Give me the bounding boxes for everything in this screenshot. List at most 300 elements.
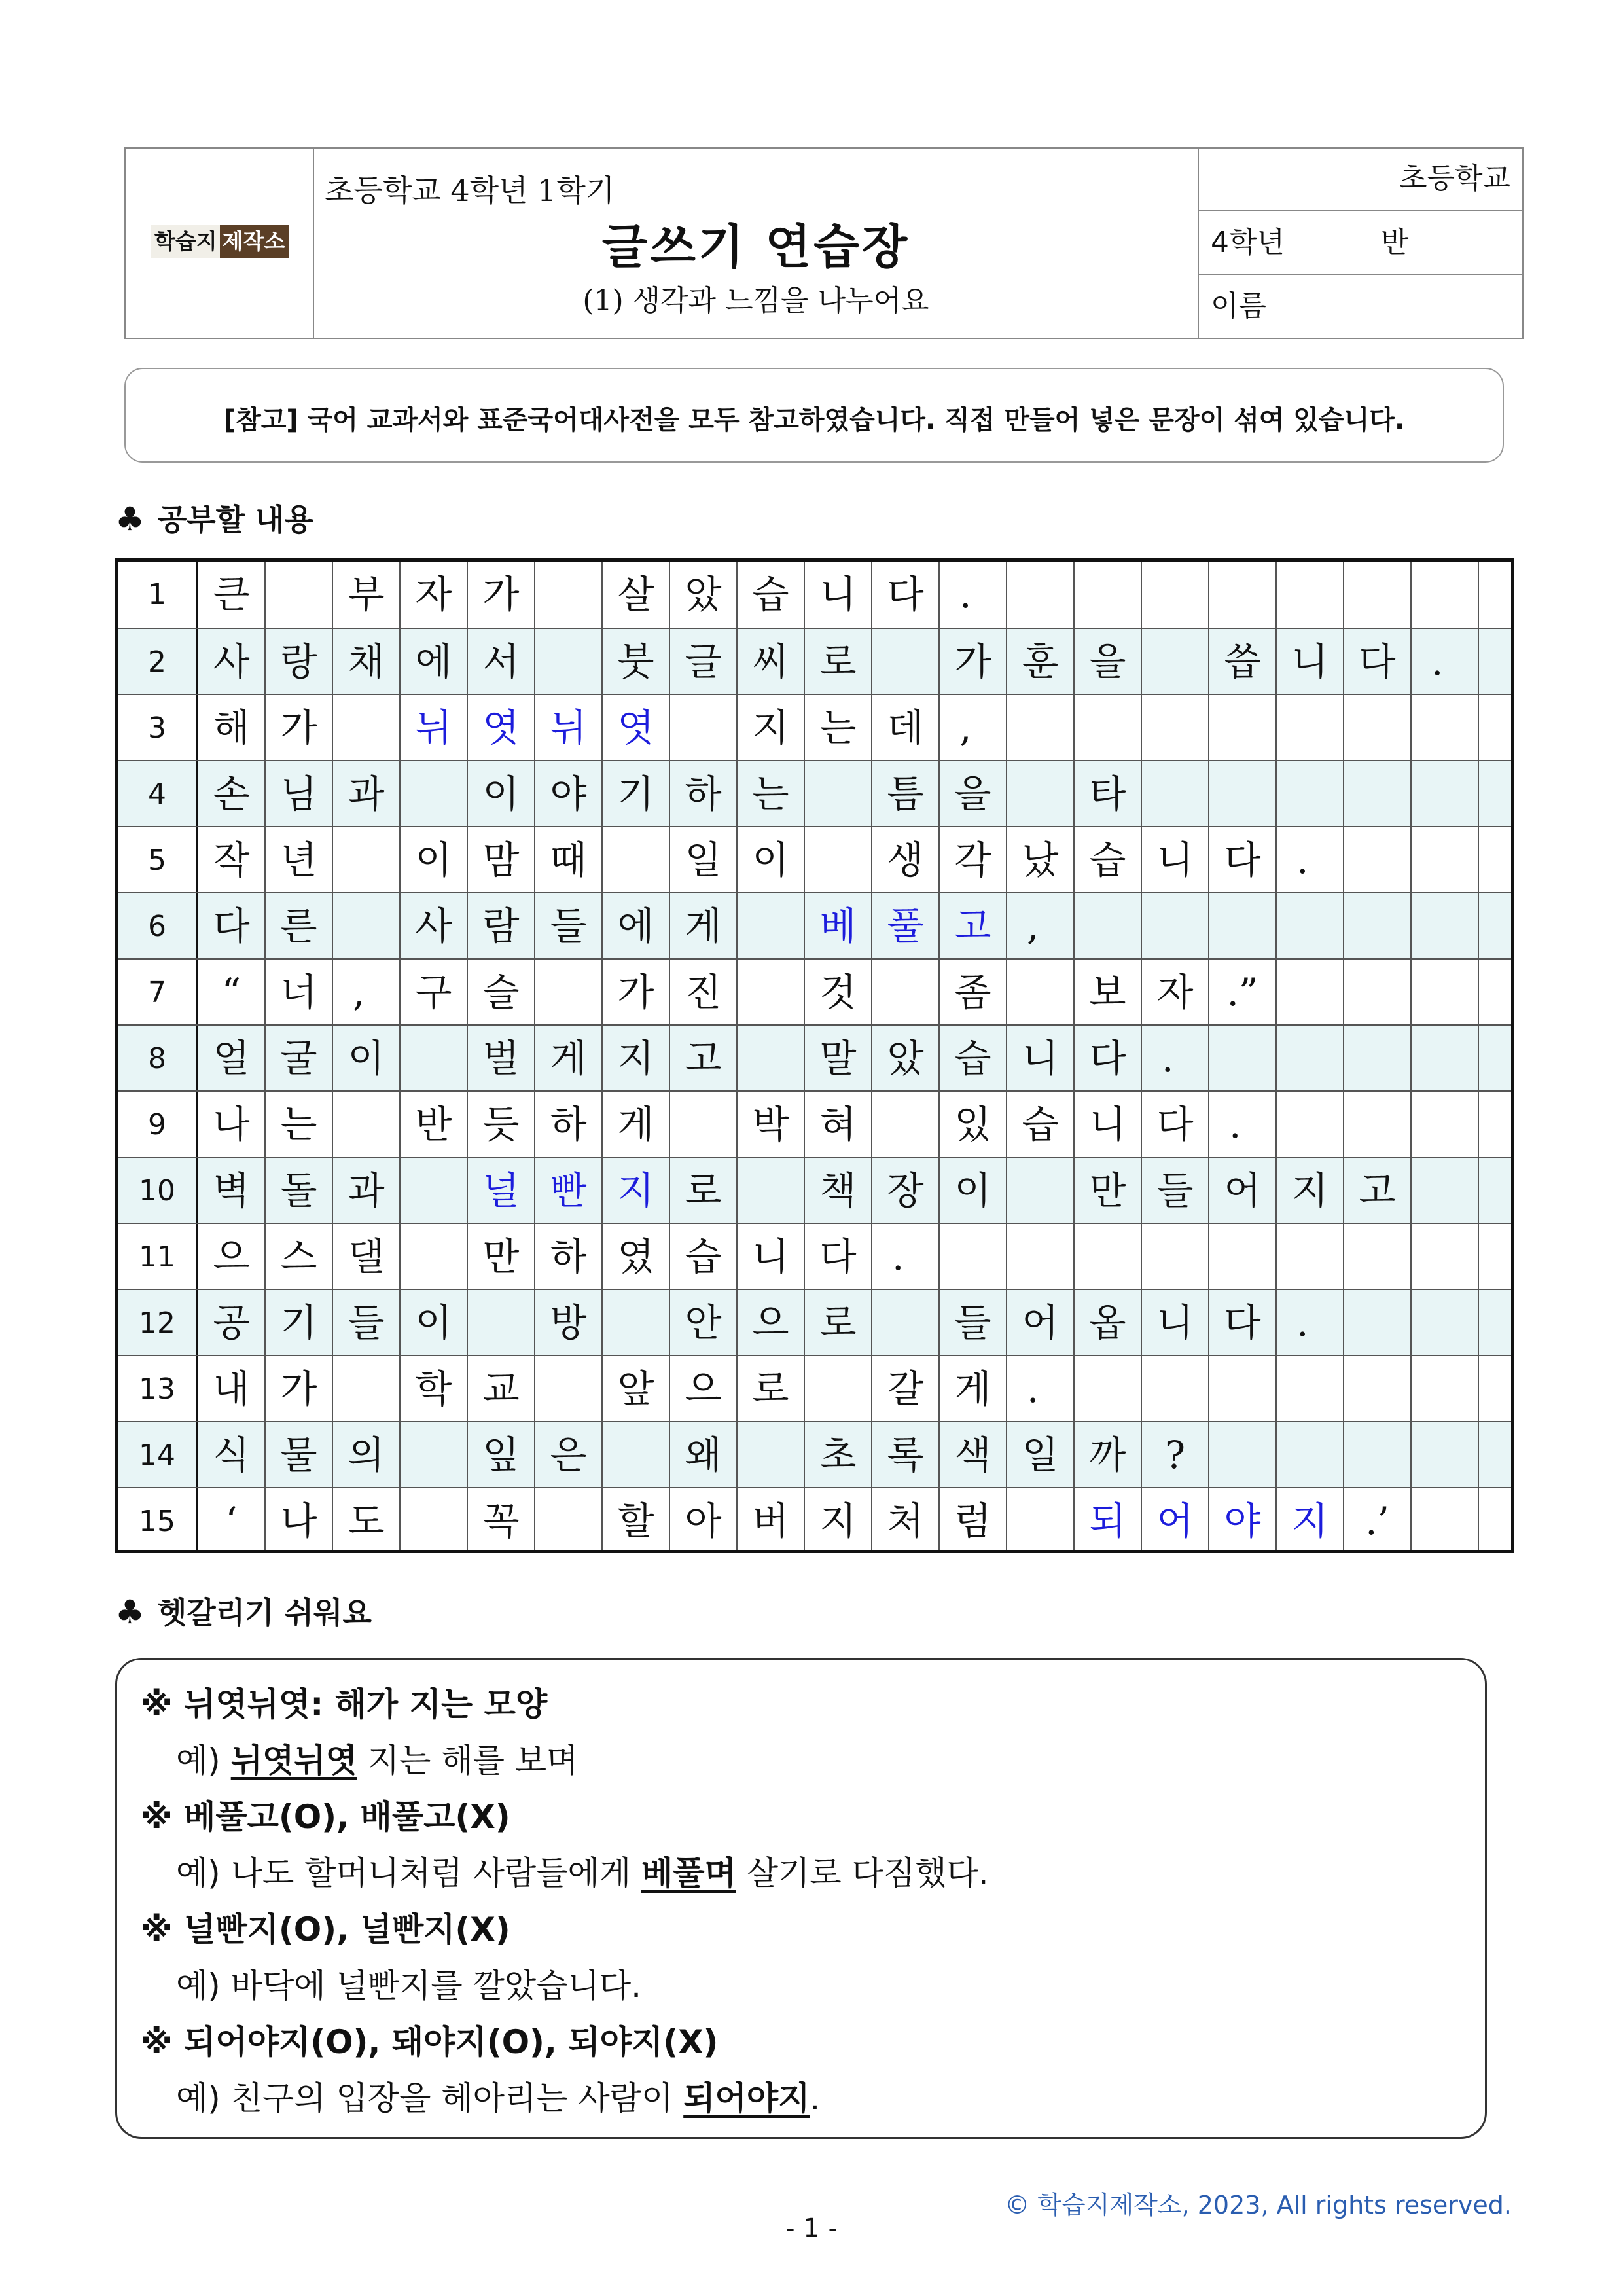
grid-cell[interactable] bbox=[1344, 1092, 1412, 1158]
grid-cell[interactable] bbox=[805, 1356, 872, 1422]
grid-cell[interactable]: . bbox=[1209, 1092, 1277, 1158]
grid-cell[interactable]: 할 bbox=[603, 1488, 670, 1553]
grid-cell[interactable]: 해 bbox=[198, 695, 266, 761]
grid-cell[interactable] bbox=[1344, 761, 1412, 827]
grid-cell[interactable]: . bbox=[1142, 1026, 1209, 1092]
grid-cell[interactable] bbox=[1142, 629, 1209, 695]
grid-cell[interactable]: 것 bbox=[805, 960, 872, 1026]
grid-cell[interactable]: . bbox=[940, 562, 1007, 628]
grid-cell[interactable]: 틈 bbox=[872, 761, 940, 827]
grid-cell[interactable]: 야 bbox=[1209, 1488, 1277, 1553]
grid-cell[interactable]: 사 bbox=[198, 629, 266, 695]
grid-cell[interactable] bbox=[1344, 562, 1412, 628]
grid-cell[interactable]: 방 bbox=[535, 1290, 603, 1356]
grid-cell[interactable] bbox=[1142, 562, 1209, 628]
grid-cell[interactable]: 장 bbox=[872, 1158, 940, 1224]
grid-cell[interactable] bbox=[1277, 1224, 1344, 1290]
grid-cell[interactable] bbox=[266, 562, 333, 628]
grid-cell[interactable] bbox=[1075, 1224, 1142, 1290]
grid-cell[interactable]: 살 bbox=[603, 562, 670, 628]
grid-cell[interactable]: 아 bbox=[670, 1488, 738, 1553]
grid-cell[interactable]: 니 bbox=[1142, 827, 1209, 893]
grid-cell[interactable]: 니 bbox=[1007, 1026, 1075, 1092]
grid-cell[interactable]: 습 bbox=[940, 1026, 1007, 1092]
grid-cell[interactable]: 엿 bbox=[468, 695, 535, 761]
grid-cell[interactable]: 색 bbox=[940, 1422, 1007, 1488]
grid-cell[interactable]: 일 bbox=[670, 827, 738, 893]
grid-cell[interactable]: 말 bbox=[805, 1026, 872, 1092]
grid-cell[interactable]: 책 bbox=[805, 1158, 872, 1224]
grid-cell[interactable]: ? bbox=[1142, 1422, 1209, 1488]
grid-cell[interactable]: 생 bbox=[872, 827, 940, 893]
grid-cell[interactable]: 였 bbox=[603, 1224, 670, 1290]
grid-cell[interactable]: 베 bbox=[805, 893, 872, 960]
grid-cell[interactable]: 도 bbox=[333, 1488, 401, 1553]
grid-cell[interactable]: 년 bbox=[266, 827, 333, 893]
grid-cell[interactable] bbox=[1277, 1026, 1344, 1092]
grid-cell[interactable]: 기 bbox=[603, 761, 670, 827]
grid-cell[interactable] bbox=[1344, 695, 1412, 761]
grid-cell[interactable]: 다 bbox=[1209, 827, 1277, 893]
grid-cell[interactable]: 으 bbox=[198, 1224, 266, 1290]
grid-cell[interactable]: 났 bbox=[1007, 827, 1075, 893]
grid-cell[interactable] bbox=[1209, 1224, 1277, 1290]
grid-cell[interactable] bbox=[1007, 562, 1075, 628]
grid-cell[interactable]: 교 bbox=[468, 1356, 535, 1422]
grid-cell[interactable]: 이 bbox=[401, 1290, 468, 1356]
grid-cell[interactable] bbox=[1344, 1356, 1412, 1422]
grid-cell[interactable]: “ bbox=[198, 960, 266, 1026]
grid-cell[interactable] bbox=[1412, 1092, 1479, 1158]
grid-cell[interactable] bbox=[1277, 893, 1344, 960]
grid-cell[interactable]: 사 bbox=[401, 893, 468, 960]
grid-cell[interactable]: 씨 bbox=[738, 629, 805, 695]
grid-cell[interactable] bbox=[1277, 1422, 1344, 1488]
grid-cell[interactable]: 로 bbox=[805, 1290, 872, 1356]
grid-cell[interactable]: 보 bbox=[1075, 960, 1142, 1026]
grid-cell[interactable]: 공 bbox=[198, 1290, 266, 1356]
grid-cell[interactable]: 하 bbox=[670, 761, 738, 827]
grid-cell[interactable]: 얼 bbox=[198, 1026, 266, 1092]
grid-cell[interactable]: 자 bbox=[401, 562, 468, 628]
grid-cell[interactable] bbox=[1344, 1026, 1412, 1092]
grid-cell[interactable] bbox=[1209, 893, 1277, 960]
school-field[interactable] bbox=[1199, 149, 1522, 211]
grid-cell[interactable]: 고 bbox=[940, 893, 1007, 960]
grid-cell[interactable] bbox=[1209, 562, 1277, 628]
grid-cell[interactable]: 안 bbox=[670, 1290, 738, 1356]
row-number: 11 bbox=[118, 1224, 198, 1290]
grid-cell[interactable]: 지 bbox=[805, 1488, 872, 1553]
grid-cell[interactable]: 로 bbox=[738, 1356, 805, 1422]
grid-cell[interactable]: 벽 bbox=[198, 1158, 266, 1224]
grid-cell[interactable] bbox=[738, 1422, 805, 1488]
grid-cell[interactable]: , bbox=[1007, 893, 1075, 960]
grid-cell[interactable]: 게 bbox=[670, 893, 738, 960]
grid-cell[interactable]: . bbox=[1277, 827, 1344, 893]
grid-cell[interactable]: 다 bbox=[805, 1224, 872, 1290]
grid-cell[interactable] bbox=[1007, 1224, 1075, 1290]
grid-cell[interactable]: 옵 bbox=[1075, 1290, 1142, 1356]
grid-cell[interactable]: 의 bbox=[333, 1422, 401, 1488]
grid-cell[interactable]: 습 bbox=[738, 562, 805, 628]
grid-cell[interactable] bbox=[1209, 1026, 1277, 1092]
grid-cell[interactable]: 꼭 bbox=[468, 1488, 535, 1553]
grid-cell[interactable] bbox=[738, 1026, 805, 1092]
grid-cell[interactable] bbox=[603, 827, 670, 893]
grid-cell[interactable]: 구 bbox=[401, 960, 468, 1026]
grid-cell[interactable]: 서 bbox=[468, 629, 535, 695]
grid-cell[interactable] bbox=[535, 1356, 603, 1422]
grid-cell[interactable]: 이 bbox=[738, 827, 805, 893]
grid-cell[interactable]: 습 bbox=[670, 1224, 738, 1290]
grid-cell[interactable] bbox=[1142, 761, 1209, 827]
grid-cell[interactable]: 야 bbox=[535, 761, 603, 827]
grid-cell[interactable] bbox=[603, 1290, 670, 1356]
grid-cell[interactable]: 고 bbox=[670, 1026, 738, 1092]
grid-cell[interactable] bbox=[1007, 761, 1075, 827]
grid-cell[interactable] bbox=[468, 1290, 535, 1356]
grid-cell[interactable]: 갈 bbox=[872, 1356, 940, 1422]
grid-cell[interactable]: 다 bbox=[1344, 629, 1412, 695]
grid-cell[interactable]: 다 bbox=[1209, 1290, 1277, 1356]
grid-cell[interactable]: 초 bbox=[805, 1422, 872, 1488]
grid-cell[interactable]: 니 bbox=[805, 562, 872, 628]
grid-cell[interactable]: 이 bbox=[940, 1158, 1007, 1224]
grid-cell[interactable]: , bbox=[333, 960, 401, 1026]
grid-cell[interactable]: 듯 bbox=[468, 1092, 535, 1158]
grid-cell[interactable] bbox=[401, 1488, 468, 1553]
grid-cell[interactable] bbox=[1412, 761, 1479, 827]
grid-cell[interactable]: 있 bbox=[940, 1092, 1007, 1158]
grid-cell[interactable]: 았 bbox=[872, 1026, 940, 1092]
grid-cell[interactable] bbox=[1412, 1026, 1479, 1092]
grid-cell[interactable]: 뉘 bbox=[535, 695, 603, 761]
grid-cell[interactable]: 가 bbox=[940, 629, 1007, 695]
grid-cell[interactable] bbox=[401, 1026, 468, 1092]
grid-cell[interactable]: 지 bbox=[1277, 1488, 1344, 1553]
grid-cell[interactable] bbox=[1007, 960, 1075, 1026]
grid-cell[interactable] bbox=[1344, 827, 1412, 893]
grid-cell[interactable]: 왜 bbox=[670, 1422, 738, 1488]
grid-cell[interactable]: 학 bbox=[401, 1356, 468, 1422]
grid-cell[interactable]: 가 bbox=[266, 1356, 333, 1422]
grid-cell[interactable]: 너 bbox=[266, 960, 333, 1026]
grid-cell[interactable] bbox=[333, 695, 401, 761]
grid-cell[interactable]: ‘ bbox=[198, 1488, 266, 1553]
class-field[interactable] bbox=[1199, 211, 1522, 275]
grid-cell[interactable] bbox=[401, 761, 468, 827]
grid-cell[interactable]: 이 bbox=[401, 827, 468, 893]
page-subtitle: (1) 생각과 느낌을 나누어요 bbox=[582, 284, 929, 317]
grid-cell[interactable]: 을 bbox=[940, 761, 1007, 827]
grid-cell[interactable]: 고 bbox=[1344, 1158, 1412, 1224]
grid-cell[interactable] bbox=[872, 1290, 940, 1356]
grid-cell[interactable]: 잎 bbox=[468, 1422, 535, 1488]
grid-cell[interactable]: 앞 bbox=[603, 1356, 670, 1422]
grid-cell[interactable] bbox=[1412, 1422, 1479, 1488]
grid-cell[interactable]: 니 bbox=[738, 1224, 805, 1290]
grid-cell[interactable]: 지 bbox=[738, 695, 805, 761]
grid-cell[interactable] bbox=[1344, 1290, 1412, 1356]
grid-cell[interactable]: 돌 bbox=[266, 1158, 333, 1224]
grid-cell[interactable]: 빤 bbox=[535, 1158, 603, 1224]
grid-cell[interactable]: 가 bbox=[468, 562, 535, 628]
grid-cell[interactable] bbox=[738, 1158, 805, 1224]
grid-cell[interactable] bbox=[333, 1092, 401, 1158]
grid-cell[interactable] bbox=[1344, 893, 1412, 960]
grid-cell[interactable]: 글 bbox=[670, 629, 738, 695]
grid-cell[interactable]: 반 bbox=[401, 1092, 468, 1158]
grid-cell[interactable]: 나 bbox=[198, 1092, 266, 1158]
grid-cell[interactable]: 지 bbox=[1277, 1158, 1344, 1224]
grid-cell[interactable] bbox=[1412, 893, 1479, 960]
row-number: 6 bbox=[118, 893, 198, 960]
grid-cell[interactable]: 님 bbox=[266, 761, 333, 827]
grid-cell[interactable] bbox=[805, 827, 872, 893]
grid-cell[interactable]: 버 bbox=[738, 1488, 805, 1553]
grid-cell[interactable]: 나 bbox=[266, 1488, 333, 1553]
confusing-item-2-head: ※ 베풀고(O), 배풀고(X) bbox=[141, 1798, 510, 1836]
grid-cell[interactable]: 일 bbox=[1007, 1422, 1075, 1488]
grid-cell[interactable]: 스 bbox=[266, 1224, 333, 1290]
grid-cell[interactable]: 록 bbox=[872, 1422, 940, 1488]
grid-cell[interactable] bbox=[401, 1422, 468, 1488]
grid-cell[interactable] bbox=[535, 1488, 603, 1553]
grid-cell[interactable]: , bbox=[940, 695, 1007, 761]
grid-cell[interactable]: 내 bbox=[198, 1356, 266, 1422]
grid-cell[interactable] bbox=[1007, 1158, 1075, 1224]
grid-row bbox=[118, 1157, 1511, 1224]
grid-cell[interactable]: 은 bbox=[535, 1422, 603, 1488]
grid-cell[interactable] bbox=[1142, 695, 1209, 761]
grid-cell[interactable]: 만 bbox=[1075, 1158, 1142, 1224]
grid-cell[interactable]: 이 bbox=[333, 1026, 401, 1092]
grid-cell[interactable]: 을 bbox=[1075, 629, 1142, 695]
grid-cell[interactable]: 들 bbox=[1142, 1158, 1209, 1224]
grid-cell[interactable]: 까 bbox=[1075, 1422, 1142, 1488]
grid-cell[interactable] bbox=[738, 893, 805, 960]
grid-cell[interactable]: 습 bbox=[1007, 1092, 1075, 1158]
grid-cell[interactable] bbox=[1277, 1092, 1344, 1158]
grid-cell[interactable] bbox=[1277, 695, 1344, 761]
grid-cell[interactable]: 과 bbox=[333, 1158, 401, 1224]
grid-cell[interactable]: 맘 bbox=[468, 827, 535, 893]
grid-cell[interactable]: 풀 bbox=[872, 893, 940, 960]
grid-cell[interactable] bbox=[1277, 761, 1344, 827]
grid-cell[interactable]: 자 bbox=[1142, 960, 1209, 1026]
grid-cell[interactable]: 훈 bbox=[1007, 629, 1075, 695]
grid-cell[interactable]: 다 bbox=[872, 562, 940, 628]
grid-cell[interactable]: 붓 bbox=[603, 629, 670, 695]
grid-cell[interactable] bbox=[1209, 695, 1277, 761]
grid-cell[interactable] bbox=[1142, 1224, 1209, 1290]
grid-cell[interactable]: 어 bbox=[1209, 1158, 1277, 1224]
grid-cell[interactable] bbox=[940, 1224, 1007, 1290]
grid-cell[interactable] bbox=[1344, 1224, 1412, 1290]
grid-cell[interactable]: 되 bbox=[1075, 1488, 1142, 1553]
grid-cell[interactable]: 물 bbox=[266, 1422, 333, 1488]
grid-cell[interactable]: 손 bbox=[198, 761, 266, 827]
grid-cell[interactable]: 타 bbox=[1075, 761, 1142, 827]
grid-cell[interactable] bbox=[535, 562, 603, 628]
grid-cell[interactable]: 지 bbox=[603, 1158, 670, 1224]
grid-cell[interactable] bbox=[1209, 1356, 1277, 1422]
grid-cell[interactable]: 큰 bbox=[198, 562, 266, 628]
grid-cell[interactable]: 들 bbox=[940, 1290, 1007, 1356]
grid-cell[interactable]: 때 bbox=[535, 827, 603, 893]
grid-cell[interactable]: 다 bbox=[1142, 1092, 1209, 1158]
grid-cell[interactable]: 데 bbox=[872, 695, 940, 761]
grid-cell[interactable]: 부 bbox=[333, 562, 401, 628]
grid-cell[interactable]: 기 bbox=[266, 1290, 333, 1356]
grid-cell[interactable]: 에 bbox=[603, 893, 670, 960]
grid-cell[interactable]: 럼 bbox=[940, 1488, 1007, 1553]
grid-cell[interactable] bbox=[401, 1224, 468, 1290]
grid-cell[interactable]: .’ bbox=[1344, 1488, 1412, 1553]
grid-cell[interactable] bbox=[1412, 1224, 1479, 1290]
logo-cell bbox=[126, 149, 314, 338]
grid-cell[interactable] bbox=[872, 629, 940, 695]
grid-cell[interactable] bbox=[535, 960, 603, 1026]
grade-semester: 초등학교 4학년 1학기 bbox=[325, 173, 615, 208]
grid-cell[interactable]: 에 bbox=[401, 629, 468, 695]
grid-cell[interactable]: 어 bbox=[1007, 1290, 1075, 1356]
grid-cell[interactable]: 가 bbox=[603, 960, 670, 1026]
grid-cell[interactable] bbox=[1412, 1290, 1479, 1356]
grid-cell[interactable]: 만 bbox=[468, 1224, 535, 1290]
grid-cell[interactable]: 랑 bbox=[266, 629, 333, 695]
grid-row bbox=[118, 958, 1511, 1026]
grid-cell[interactable]: 으 bbox=[670, 1356, 738, 1422]
grid-cell[interactable] bbox=[603, 1422, 670, 1488]
grid-cell[interactable] bbox=[1412, 1488, 1479, 1553]
grid-cell[interactable]: 으 bbox=[738, 1290, 805, 1356]
grid-cell[interactable]: 각 bbox=[940, 827, 1007, 893]
grid-cell[interactable] bbox=[1075, 562, 1142, 628]
grid-cell[interactable] bbox=[1344, 960, 1412, 1026]
grid-cell[interactable] bbox=[738, 960, 805, 1026]
grid-cell[interactable]: 는 bbox=[266, 1092, 333, 1158]
grid-cell[interactable]: 게 bbox=[940, 1356, 1007, 1422]
grid-cell[interactable] bbox=[1412, 960, 1479, 1026]
grid-cell[interactable]: 게 bbox=[535, 1026, 603, 1092]
grid-cell[interactable] bbox=[535, 629, 603, 695]
grid-cell[interactable]: 널 bbox=[468, 1158, 535, 1224]
grid-cell[interactable] bbox=[1277, 960, 1344, 1026]
grid-cell[interactable]: 하 bbox=[535, 1092, 603, 1158]
grid-cell[interactable]: 니 bbox=[1142, 1290, 1209, 1356]
grid-cell[interactable]: 굴 bbox=[266, 1026, 333, 1092]
example-prefix: 예) bbox=[176, 1742, 231, 1780]
grid-cell[interactable]: 씁 bbox=[1209, 629, 1277, 695]
grid-cell[interactable]: 채 bbox=[333, 629, 401, 695]
grid-cell[interactable] bbox=[333, 893, 401, 960]
grid-cell[interactable]: 았 bbox=[670, 562, 738, 628]
grid-cell[interactable] bbox=[401, 1158, 468, 1224]
grid-cell[interactable]: 슬 bbox=[468, 960, 535, 1026]
grid-row bbox=[118, 892, 1511, 960]
name-field[interactable] bbox=[1199, 275, 1522, 338]
grid-cell[interactable] bbox=[670, 695, 738, 761]
grid-cell[interactable] bbox=[872, 1092, 940, 1158]
grid-cell[interactable]: 엿 bbox=[603, 695, 670, 761]
grid-cell[interactable]: 박 bbox=[738, 1092, 805, 1158]
grid-cell[interactable] bbox=[1075, 1356, 1142, 1422]
grid-cell[interactable]: 게 bbox=[603, 1092, 670, 1158]
grid-cell[interactable] bbox=[1412, 562, 1479, 628]
grid-cell[interactable]: 벌 bbox=[468, 1026, 535, 1092]
grid-cell[interactable] bbox=[1412, 827, 1479, 893]
grid-cell[interactable]: 는 bbox=[805, 695, 872, 761]
confusing-item-3-example bbox=[176, 1960, 641, 2007]
grid-cell[interactable] bbox=[1075, 893, 1142, 960]
grid-cell[interactable]: 들 bbox=[535, 893, 603, 960]
grid-cell[interactable]: 람 bbox=[468, 893, 535, 960]
grid-cell[interactable] bbox=[1344, 1422, 1412, 1488]
grid-cell[interactable]: 다 bbox=[198, 893, 266, 960]
grid-cell[interactable] bbox=[1412, 1356, 1479, 1422]
grid-cell[interactable] bbox=[1075, 695, 1142, 761]
grid-cell[interactable]: 처 bbox=[872, 1488, 940, 1553]
grid-cell[interactable] bbox=[1007, 695, 1075, 761]
grid-cell[interactable] bbox=[333, 827, 401, 893]
grid-cell[interactable]: 습 bbox=[1075, 827, 1142, 893]
grid-cell[interactable] bbox=[1007, 1488, 1075, 1553]
grid-cell[interactable]: 식 bbox=[198, 1422, 266, 1488]
grid-cell[interactable]: 가 bbox=[266, 695, 333, 761]
grid-cell[interactable]: 과 bbox=[333, 761, 401, 827]
grid-cell[interactable] bbox=[1209, 1422, 1277, 1488]
grid-cell[interactable]: 니 bbox=[1277, 629, 1344, 695]
grid-cell[interactable]: 댈 bbox=[333, 1224, 401, 1290]
grid-row bbox=[118, 1090, 1511, 1158]
grid-cell[interactable]: . bbox=[1007, 1356, 1075, 1422]
grid-cell[interactable] bbox=[1142, 1356, 1209, 1422]
grid-cell[interactable]: 로 bbox=[805, 629, 872, 695]
grid-cell[interactable] bbox=[670, 1092, 738, 1158]
grid-cell[interactable]: 작 bbox=[198, 827, 266, 893]
grid-cell[interactable]: 른 bbox=[266, 893, 333, 960]
grid-cell[interactable] bbox=[1412, 1158, 1479, 1224]
grid-cell[interactable] bbox=[805, 761, 872, 827]
grid-cell[interactable]: 들 bbox=[333, 1290, 401, 1356]
grid-cell[interactable]: . bbox=[1277, 1290, 1344, 1356]
grid-cell[interactable]: 니 bbox=[1075, 1092, 1142, 1158]
grid-cell[interactable]: 좀 bbox=[940, 960, 1007, 1026]
grid-cell[interactable]: 뉘 bbox=[401, 695, 468, 761]
grid-cell[interactable] bbox=[333, 1356, 401, 1422]
grid-cell[interactable]: 는 bbox=[738, 761, 805, 827]
grid-cell[interactable]: . bbox=[1412, 629, 1479, 695]
grid-cell[interactable]: 혀 bbox=[805, 1092, 872, 1158]
grid-cell[interactable] bbox=[1412, 695, 1479, 761]
grid-cell[interactable]: 진 bbox=[670, 960, 738, 1026]
grid-cell[interactable]: 어 bbox=[1142, 1488, 1209, 1553]
grid-cell[interactable]: 다 bbox=[1075, 1026, 1142, 1092]
grid-cell[interactable] bbox=[1277, 562, 1344, 628]
grid-cell[interactable] bbox=[872, 960, 940, 1026]
grid-cell[interactable]: 하 bbox=[535, 1224, 603, 1290]
grid-cell[interactable]: 지 bbox=[603, 1026, 670, 1092]
grid-cell[interactable]: 이 bbox=[468, 761, 535, 827]
grid-cell[interactable] bbox=[1277, 1356, 1344, 1422]
grid-cell[interactable]: .” bbox=[1209, 960, 1277, 1026]
grid-cell[interactable]: 로 bbox=[670, 1158, 738, 1224]
grid-cell[interactable] bbox=[1209, 761, 1277, 827]
grid-cell[interactable] bbox=[1142, 893, 1209, 960]
grid-cell[interactable]: . bbox=[872, 1224, 940, 1290]
